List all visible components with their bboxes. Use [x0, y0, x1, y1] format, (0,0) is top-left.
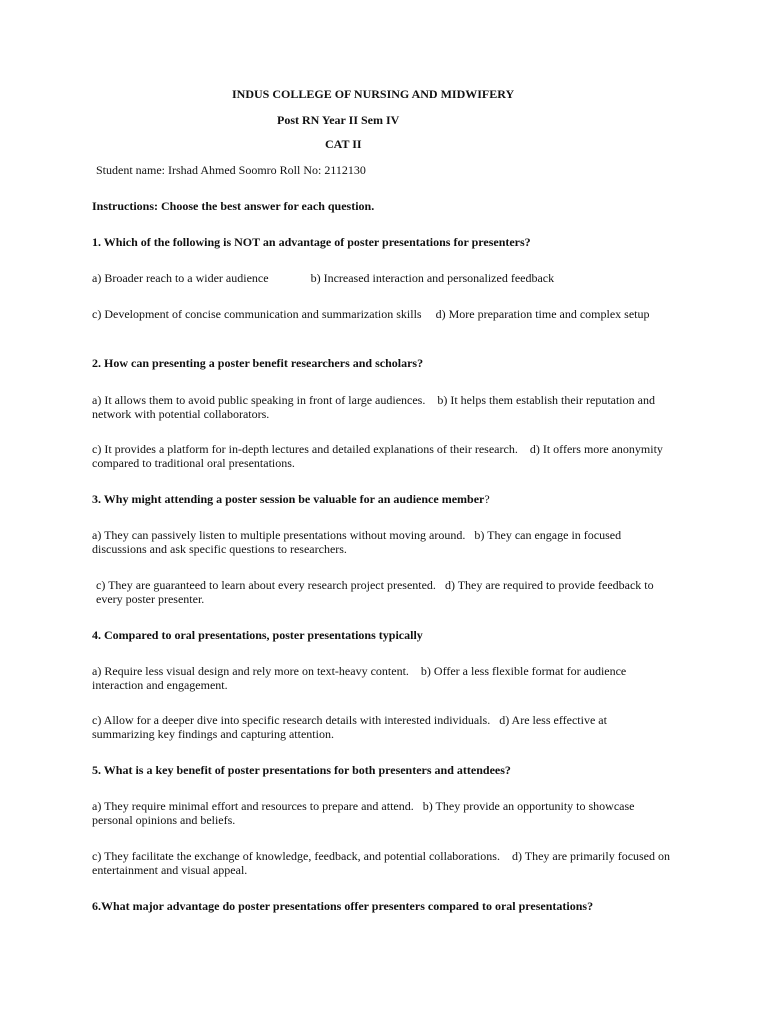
question-3-options-ab: [92, 528, 672, 556]
student-info: Student name: Irshad Ahmed Soomro Roll No: 2112130: [96, 163, 366, 177]
question-2-options-cd: [92, 442, 672, 470]
question-5: 5. What is a key benefit of poster presentations for both presenters and attendees?: [92, 763, 511, 777]
exam-title: CAT II: [325, 137, 362, 151]
option-1c: c) Development of concise communication and summarization skills: [92, 307, 422, 321]
option-4b: b) Offer a less flexible format for audience interaction and engagement.: [92, 664, 627, 692]
option-5a: a) They require minimal effort and resources to prepare and attend.: [92, 799, 414, 813]
option-5c: c) They facilitate the exchange of knowledge, feedback, and potential collaborations.: [92, 849, 500, 863]
option-4c: c) Allow for a deeper dive into specific research details with interested individuals.: [92, 713, 491, 727]
option-1a: a) Broader reach to a wider audience: [92, 271, 269, 285]
option-5d: d) They are primarily focused on entertainment and visual appeal.: [92, 849, 671, 877]
question-3: [92, 492, 672, 506]
instructions: Instructions: Choose the best answer for each question.: [92, 199, 375, 213]
question-3-mark: ?: [484, 492, 490, 506]
question-3-options-cd: [96, 578, 676, 606]
question-4-options-ab: [92, 664, 672, 692]
option-2a: a) It allows them to avoid public speaking in front of large audiences.: [92, 393, 426, 407]
question-4-options-cd: [92, 713, 672, 741]
question-1-options-cd: [92, 307, 672, 321]
option-2c: c) It provides a platform for in-depth lectures and detailed explanations of their research.: [92, 442, 518, 456]
question-2: 2. How can presenting a poster benefit researchers and scholars?: [92, 356, 424, 370]
option-3d: d) They are required to provide feedback to every poster presenter.: [96, 578, 654, 606]
option-3b: b) They can engage in focused discussions and ask specific questions to researchers.: [92, 528, 622, 556]
college-title: INDUS COLLEGE OF NURSING AND MIDWIFERY: [232, 87, 515, 101]
option-1b: b) Increased interaction and personalized feedback: [310, 271, 555, 285]
question-1: 1. Which of the following is NOT an advantage of poster presentations for presenters?: [92, 235, 531, 249]
option-4a: a) Require less visual design and rely more on text-heavy content.: [92, 664, 409, 678]
question-5-options-ab: [92, 799, 672, 827]
option-4d: d) Are less effective at summarizing key findings and capturing attention.: [92, 713, 607, 741]
question-1-options-ab: [92, 271, 672, 285]
option-5b: b) They provide an opportunity to showcase personal opinions and beliefs.: [92, 799, 635, 827]
question-6: 6.What major advantage do poster presentations offer presenters compared to oral presentations?: [92, 899, 594, 913]
program-title: Post RN Year II Sem IV: [277, 113, 400, 127]
option-2d: d) It offers more anonymity compared to traditional oral presentations.: [92, 442, 663, 470]
option-3c: c) They are guaranteed to learn about every research project presented.: [96, 578, 436, 592]
question-3-text: 3. Why might attending a poster session be valuable for an audience member: [92, 492, 485, 506]
question-4: 4. Compared to oral presentations, poster presentations typically: [92, 628, 423, 642]
option-1d: d) More preparation time and complex setup: [435, 307, 650, 321]
option-3a: a) They can passively listen to multiple presentations without moving around.: [92, 528, 466, 542]
option-2b: b) It helps them establish their reputation and network with potential collaborators.: [92, 393, 655, 421]
question-2-options-ab: [92, 393, 672, 421]
question-5-options-cd: [92, 849, 672, 877]
